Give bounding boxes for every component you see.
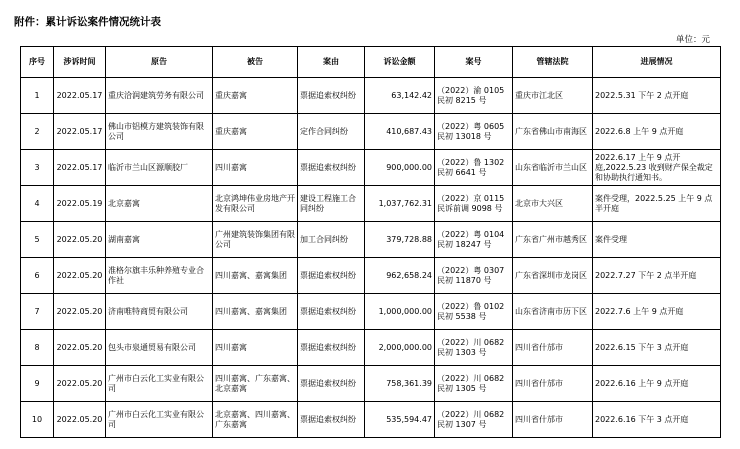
cell-case-no: （2022）粤 0307 民初 11870 号 — [435, 258, 513, 294]
cell-defendant: 四川嘉寓 — [213, 330, 298, 366]
cell-date: 2022.05.17 — [54, 150, 106, 186]
cell-progress: 2022.7.6 上午 9 点开庭 — [593, 294, 721, 330]
cell-amount: 410,687.43 — [365, 114, 435, 150]
cell-progress: 案件受理，2022.5.25 上午 9 点半开庭 — [593, 186, 721, 222]
cell-court: 北京市大兴区 — [513, 186, 593, 222]
cell-case-no: （2022）鲁 0102 民初 5538 号 — [435, 294, 513, 330]
cell-cause: 票据追索权纠纷 — [298, 294, 365, 330]
cell-date: 2022.05.17 — [54, 114, 106, 150]
cell-progress: 2022.6.8 上午 9 点开庭 — [593, 114, 721, 150]
cell-court: 四川省什邡市 — [513, 330, 593, 366]
cell-plaintiff: 包头市泉通贸易有限公司 — [106, 330, 213, 366]
table-row — [21, 330, 721, 366]
table-row — [21, 294, 721, 330]
cell-amount: 63,142.42 — [365, 78, 435, 114]
cell-amount: 379,728.88 — [365, 222, 435, 258]
cell-cause: 票据追索权纠纷 — [298, 258, 365, 294]
cell-court: 四川省什邡市 — [513, 402, 593, 438]
cell-court: 重庆市江北区 — [513, 78, 593, 114]
cell-amount: 1,037,762.31 — [365, 186, 435, 222]
cell-cause: 票据追索权纠纷 — [298, 78, 365, 114]
cell-cause: 加工合同纠纷 — [298, 222, 365, 258]
cell-progress: 2022.6.17 上午 9 点开庭,2022.5.23 收到财产保全裁定和协助执行通知书。 — [593, 150, 721, 186]
cell-progress: 2022.6.16 下午 3 点开庭 — [593, 402, 721, 438]
cell-court: 广东省广州市越秀区 — [513, 222, 593, 258]
table-row — [21, 366, 721, 402]
cell-case-no: （2022）粤 0104 民初 18247 号 — [435, 222, 513, 258]
cell-plaintiff: 重庆洽润建筑劳务有限公司 — [106, 78, 213, 114]
cell-case-no: （2022）粤 0605 民初 13018 号 — [435, 114, 513, 150]
cell-plaintiff: 佛山市铝模方建筑装饰有限公司 — [106, 114, 213, 150]
table-row — [21, 222, 721, 258]
cell-cause: 票据追索权纠纷 — [298, 150, 365, 186]
cell-plaintiff: 准格尔旗丰乐种养殖专业合作社 — [106, 258, 213, 294]
header-cause: 案由 — [298, 47, 365, 78]
cell-index: 4 — [21, 186, 54, 222]
cell-progress: 2022.6.15 下午 3 点开庭 — [593, 330, 721, 366]
header-amount: 诉讼金额 — [365, 47, 435, 78]
table-row — [21, 150, 721, 186]
cell-case-no: （2022）京 0115 民诉前调 9098 号 — [435, 186, 513, 222]
cell-case-no: （2022）鲁 1302 民初 6641 号 — [435, 150, 513, 186]
cell-plaintiff: 湖南嘉寓 — [106, 222, 213, 258]
cell-cause: 票据追索权纠纷 — [298, 330, 365, 366]
cell-case-no: （2022）川 0682 民初 1305 号 — [435, 366, 513, 402]
cell-index: 10 — [21, 402, 54, 438]
cell-amount: 900,000.00 — [365, 150, 435, 186]
table-row — [21, 402, 721, 438]
cell-defendant: 重庆嘉寓 — [213, 114, 298, 150]
cell-cause: 票据追索权纠纷 — [298, 402, 365, 438]
cell-index: 9 — [21, 366, 54, 402]
cell-progress: 2022.5.31 下午 2 点开庭 — [593, 78, 721, 114]
cell-date: 2022.05.19 — [54, 186, 106, 222]
header-index: 序号 — [21, 47, 54, 78]
cell-court: 山东省临沂市兰山区 — [513, 150, 593, 186]
cell-index: 7 — [21, 294, 54, 330]
cell-plaintiff: 北京嘉寓 — [106, 186, 213, 222]
cell-cause: 定作合同纠纷 — [298, 114, 365, 150]
cell-date: 2022.05.20 — [54, 366, 106, 402]
cell-case-no: （2022）川 0682 民初 1307 号 — [435, 402, 513, 438]
header-defendant: 被告 — [213, 47, 298, 78]
table-row — [21, 186, 721, 222]
cell-defendant: 重庆嘉寓 — [213, 78, 298, 114]
cell-defendant: 北京嘉寓、四川嘉寓、广东嘉寓 — [213, 402, 298, 438]
cell-defendant: 四川嘉寓、嘉寓集团 — [213, 294, 298, 330]
table-row — [21, 258, 721, 294]
cell-date: 2022.05.20 — [54, 258, 106, 294]
document-title: 附件：累计诉讼案件情况统计表 — [14, 16, 161, 28]
cell-defendant: 四川嘉寓、广东嘉寓、北京嘉寓 — [213, 366, 298, 402]
cell-progress: 2022.6.16 上午 9 点开庭 — [593, 366, 721, 402]
header-court: 管辖法院 — [513, 47, 593, 78]
cell-amount: 758,361.39 — [365, 366, 435, 402]
cell-plaintiff: 济南唯特商贸有限公司 — [106, 294, 213, 330]
cell-date: 2022.05.17 — [54, 78, 106, 114]
cell-case-no: （2022）渝 0105 民初 8215 号 — [435, 78, 513, 114]
cell-amount: 1,000,000.00 — [365, 294, 435, 330]
header-progress: 进展情况 — [593, 47, 721, 78]
cell-case-no: （2022）川 0682 民初 1303 号 — [435, 330, 513, 366]
cell-amount: 535,594.47 — [365, 402, 435, 438]
cell-index: 3 — [21, 150, 54, 186]
cell-cause: 票据追索权纠纷 — [298, 366, 365, 402]
cell-index: 1 — [21, 78, 54, 114]
header-date: 涉诉时间 — [54, 47, 106, 78]
litigation-table — [20, 46, 721, 438]
cell-plaintiff: 广州市白云化工实业有限公司 — [106, 366, 213, 402]
cell-index: 5 — [21, 222, 54, 258]
cell-amount: 2,000,000.00 — [365, 330, 435, 366]
cell-defendant: 四川嘉寓、嘉寓集团 — [213, 258, 298, 294]
cell-cause: 建设工程施工合同纠纷 — [298, 186, 365, 222]
cell-date: 2022.05.20 — [54, 330, 106, 366]
cell-date: 2022.05.20 — [54, 222, 106, 258]
cell-court: 广东省佛山市南海区 — [513, 114, 593, 150]
table-header-row — [21, 47, 721, 78]
table-row — [21, 114, 721, 150]
cell-defendant: 北京鸿坤伟业房地产开发有限公司 — [213, 186, 298, 222]
table-row — [21, 78, 721, 114]
cell-court: 山东省济南市历下区 — [513, 294, 593, 330]
cell-court: 四川省什邡市 — [513, 366, 593, 402]
cell-index: 8 — [21, 330, 54, 366]
cell-index: 2 — [21, 114, 54, 150]
cell-court: 广东省深圳市龙岗区 — [513, 258, 593, 294]
cell-defendant: 广州建筑装饰集团有限公司 — [213, 222, 298, 258]
cell-date: 2022.05.20 — [54, 402, 106, 438]
cell-progress: 2022.7.27 下午 2 点半开庭 — [593, 258, 721, 294]
cell-date: 2022.05.20 — [54, 294, 106, 330]
cell-plaintiff: 广州市白云化工实业有限公司 — [106, 402, 213, 438]
cell-amount: 962,658.24 — [365, 258, 435, 294]
cell-plaintiff: 临沂市兰山区源顺胶厂 — [106, 150, 213, 186]
cell-progress: 案件受理 — [593, 222, 721, 258]
unit-label: 单位：元 — [675, 35, 710, 45]
cell-index: 6 — [21, 258, 54, 294]
cell-defendant: 四川嘉寓 — [213, 150, 298, 186]
header-case-no: 案号 — [435, 47, 513, 78]
header-plaintiff: 原告 — [106, 47, 213, 78]
